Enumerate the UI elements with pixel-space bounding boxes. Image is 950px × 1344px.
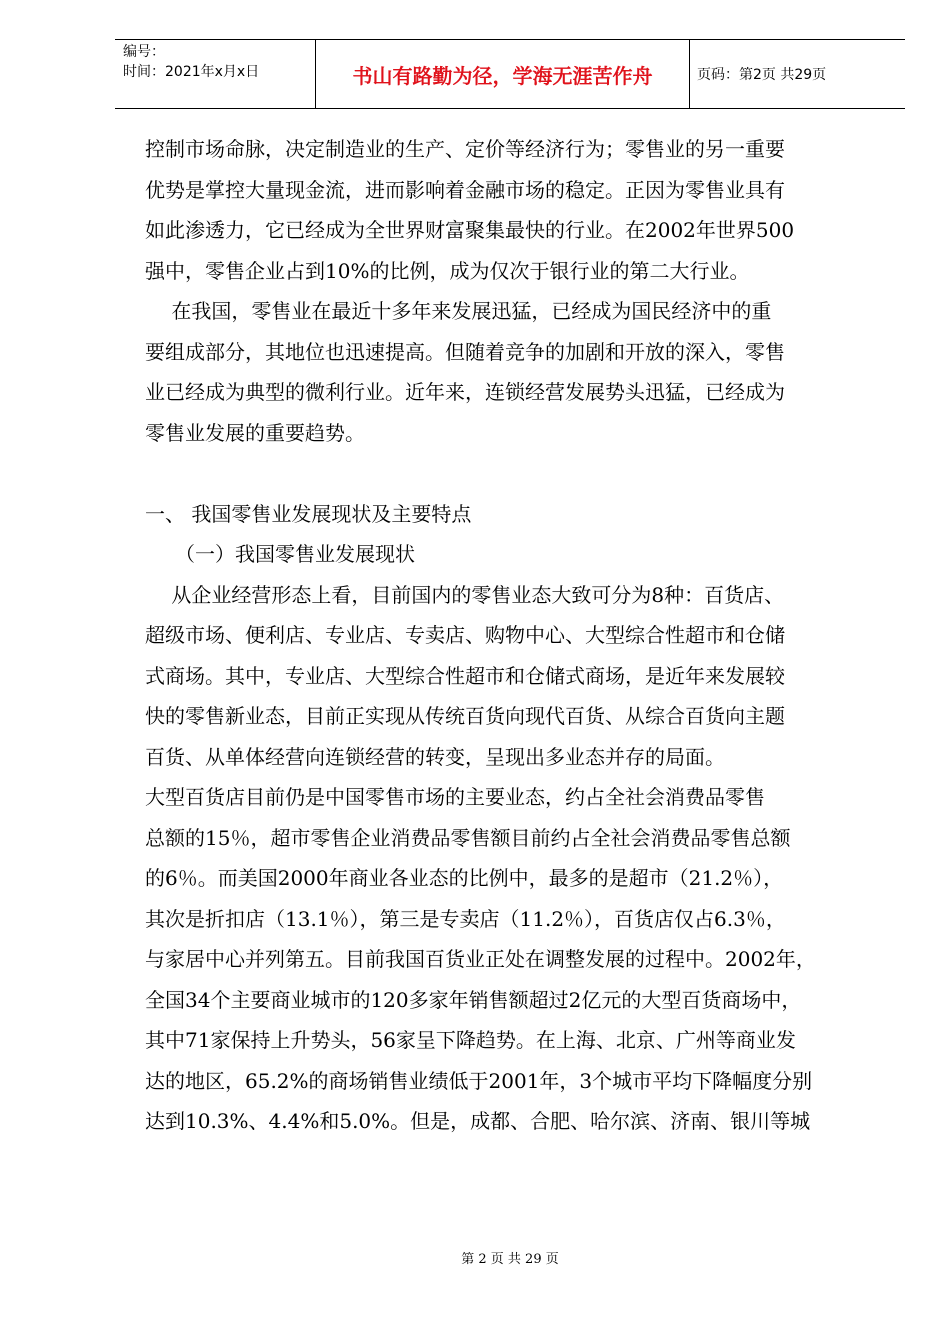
- text-line: 大型百货店目前仍是中国零售市场的主要业态，约占全社会消费品零售: [145, 785, 765, 809]
- body-text: [145, 129, 875, 1142]
- text-line: 从企业经营形态上看，目前国内的零售业态大致可分为8种：百货店、: [145, 582, 785, 607]
- time-label: 时间：2021年x月x日: [123, 64, 260, 80]
- number-label: 编号：: [123, 44, 165, 60]
- text-line: 在我国，零售业在最近十多年来发展迅猛，已经成为国民经济中的重: [145, 299, 772, 323]
- blank-line: [145, 453, 875, 494]
- text-line: 快的零售新业态，目前正实现从传统百货向现代百货、从综合百货向主题: [145, 704, 785, 728]
- header-page-label: 页码：第2页 共29页: [697, 67, 827, 83]
- text-line: 零售业发展的重要趋势。: [145, 420, 365, 445]
- text-line: 要组成部分，其地位也迅速提高。但随着竞争的加剧和开放的深入，零售: [145, 339, 785, 364]
- document-header: [115, 39, 905, 109]
- text-line: 总额的15％，超市零售企业消费品零售额目前约占全社会消费品零售总额: [145, 825, 791, 850]
- header-motto: 书山有路勤为径，学海无涯苦作舟: [316, 40, 690, 108]
- text-line: 达的地区，65.2%的商场销售业绩低于2001年，3个城市平均下降幅度分别: [145, 1068, 813, 1093]
- header-info-cell: [115, 40, 316, 108]
- text-line: 其中71家保持上升势头，56家呈下降趋势。在上海、北京、广州等商业发: [145, 1028, 796, 1052]
- text-line: 百货、从单体经营向连锁经营的转变，呈现出多业态并存的局面。: [145, 744, 725, 769]
- text-line: 控制市场命脉，决定制造业的生产、定价等经济行为；零售业的另一重要: [145, 137, 785, 161]
- text-line: 业已经成为典型的微利行业。近年来，连锁经营发展势头迅猛，已经成为: [145, 380, 785, 404]
- text-line: 如此渗透力，它已经成为全世界财富聚集最快的行业。在2002年世界500: [145, 218, 795, 242]
- text-line: 优势是掌控大量现金流，进而影响着金融市场的稳定。正因为零售业具有: [145, 177, 785, 202]
- text-line: 的6％。而美国2000年商业各业态的比例中，最多的是超市（21.2％），: [145, 866, 784, 890]
- text-line: 与家居中心并列第五。目前我国百货业正处在调整发展的过程中。2002年，: [145, 947, 816, 971]
- section-heading: 一、 我国零售业发展现状及主要特点: [145, 501, 472, 526]
- text-line: 式商场。其中，专业店、大型综合性超市和仓储式商场，是近年来发展较: [145, 663, 785, 688]
- page-footer: 第 2 页 共 29 页: [461, 1252, 559, 1267]
- text-line: 超级市场、便利店、专业店、专卖店、购物中心、大型综合性超市和仓储: [145, 623, 785, 647]
- text-line: 达到10.3%、4.4%和5.0%。但是，成都、合肥、哈尔滨、济南、银川等城: [145, 1109, 811, 1133]
- text-line: 全国34个主要商业城市的120多家年销售额超过2亿元的大型百货商场中，: [145, 987, 802, 1012]
- text-line: 其次是折扣店（13.1％），第三是专卖店（11.2％），百货店仅占6.3％，: [145, 906, 786, 931]
- subsection-heading: （一）我国零售业发展现状: [145, 542, 415, 566]
- text-line: 强中，零售企业占到10%的比例，成为仅次于银行业的第二大行业。: [145, 258, 750, 283]
